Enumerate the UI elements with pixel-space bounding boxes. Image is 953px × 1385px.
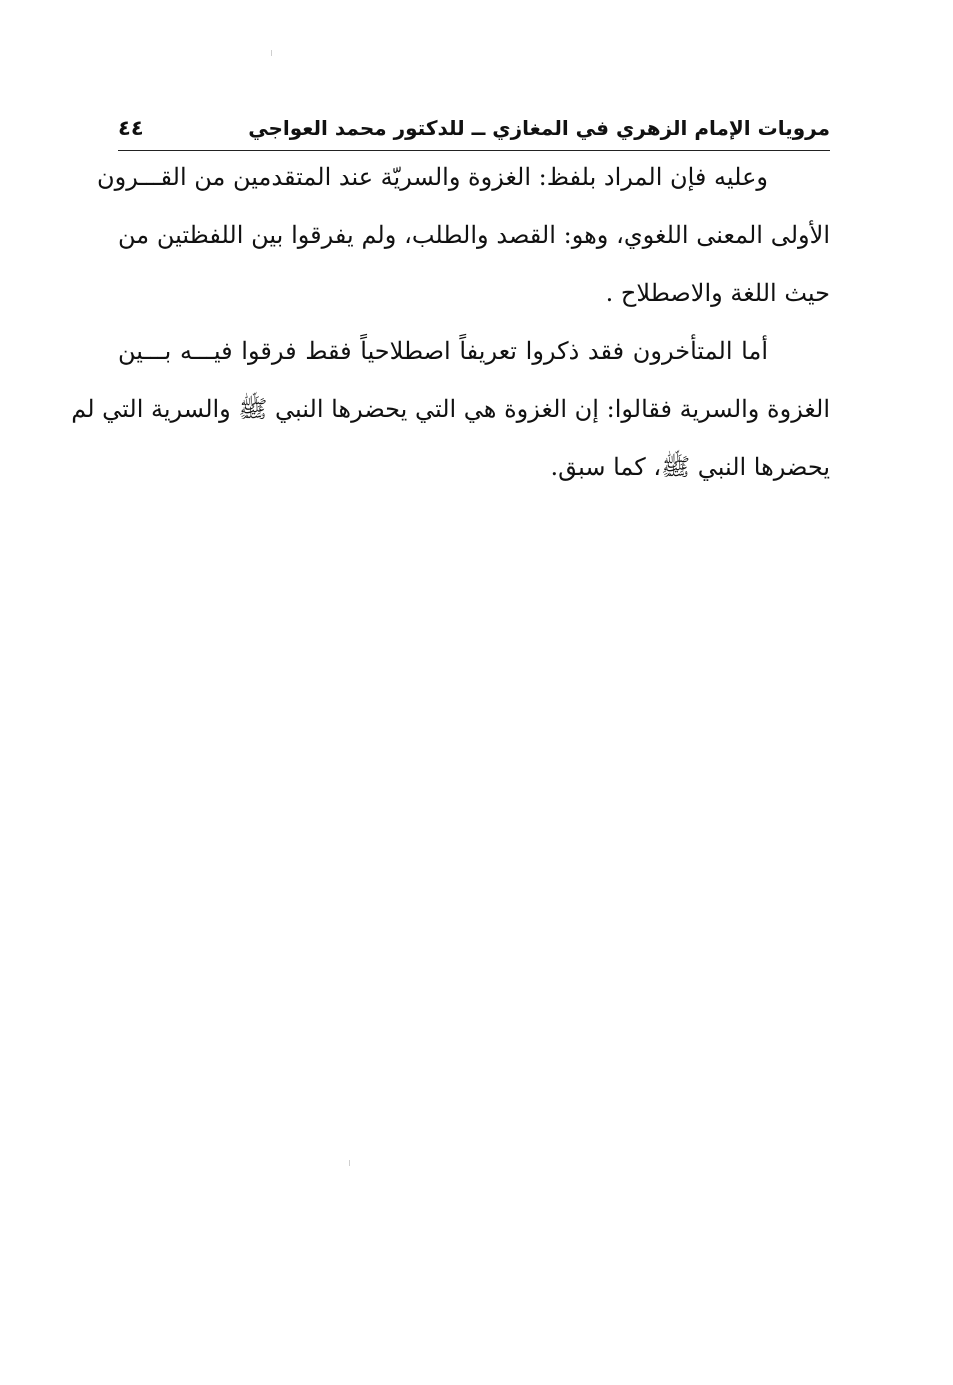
page-number: ٤٤ <box>118 116 144 140</box>
paragraph-1-line-1: وعليه فإن المراد بلفظ: الغزوة والسريّة عند المتقدمين من القـــرون <box>96 163 768 191</box>
paragraph-2-line-1: أما المتأخرون فقد ذكروا تعريفاً اصطلاحياً فقط فرقوا فيـــه بـــين <box>118 337 768 365</box>
running-header <box>118 112 830 151</box>
paragraph-2-line-3: يحضرها النبي ﷺ، كما سبق. <box>550 453 830 481</box>
scan-speck <box>349 1160 350 1166</box>
running-title: مرويات الإمام الزهري في المغازي ــ للدكتور محمد العواجي <box>248 116 830 140</box>
paragraph-1-line-2: الأولى المعنى اللغوي، وهو: القصد والطلب، ولم يفرقوا بين اللفظتين من <box>118 221 830 249</box>
scan-speck <box>271 50 272 56</box>
paragraph-2-line-2: الغزوة والسرية فقالوا: إن الغزوة هي التي يحضرها النبي ﷺ والسرية التي لم <box>71 395 830 423</box>
paragraph-1-line-3: حيث اللغة والاصطلاح . <box>605 279 830 307</box>
